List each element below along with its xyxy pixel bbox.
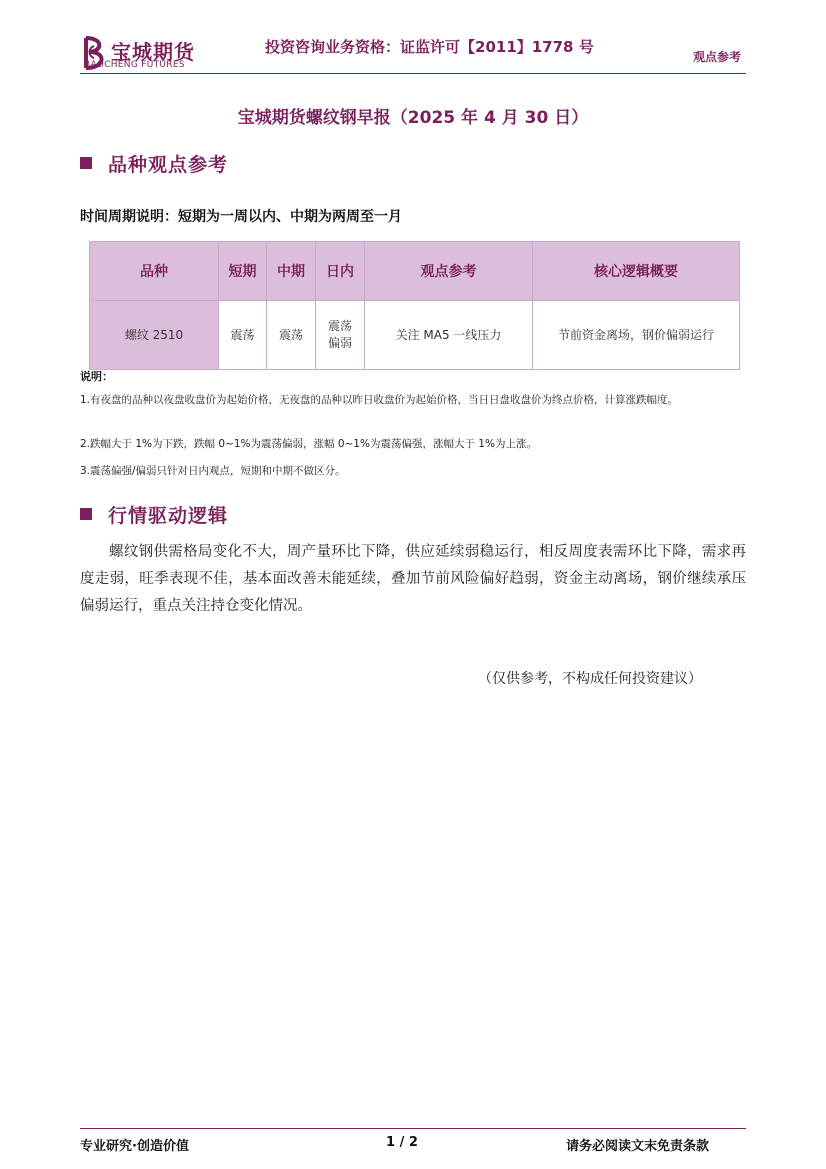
header-divider — [80, 73, 746, 74]
note-item: 3.震荡偏强/偏弱只针对日内观点，短期和中期不做区分。 — [80, 465, 346, 477]
table-cell-variety: 螺纹 2510 — [90, 301, 219, 370]
outlook-table — [89, 241, 740, 370]
header-right-label: 观点参考 — [693, 50, 742, 64]
footer-disclaimer-link[interactable]: 请务必阅读文末免责条款 — [566, 1139, 710, 1154]
note-item: 2.跌幅大于 1%为下跌，跌幅 0~1%为震荡偏弱，涨幅 0~1%为震荡偏强，涨幅大于 1%为上涨。 — [80, 438, 537, 450]
period-note: 时间周期说明：短期为一周以内、中期为两周至一月 — [80, 209, 402, 225]
table-header-row — [90, 242, 740, 301]
market-drivers-paragraph: 螺纹钢供需格局变化不大，周产量环比下降，供应延续弱稳运行，相反周度表需环比下降，需求再度走弱，旺季表现不佳，基本面改善未能延续，叠加节前风险偏好趋弱，资金主动离场，钢价继续承压偏弱运行，重点关注持仓变化情况。 — [80, 544, 746, 614]
footer-slogan: 专业研究·创造价值 — [80, 1139, 189, 1154]
table-cell-view: 关注 MA5 一线压力 — [365, 301, 533, 370]
table-row — [90, 301, 740, 370]
table-cell-mid-term: 震荡 — [267, 301, 316, 370]
table-header-cell: 观点参考 — [365, 242, 533, 301]
note-item: 1.有夜盘的品种以夜盘收盘价为起始价格，无夜盘的品种以昨日收盘价为起始价格，当日日盘收盘价为终点价格，计算涨跌幅度。 — [80, 394, 679, 406]
page-number: 1 / 2 — [386, 1135, 418, 1150]
notes-label: 说明： — [80, 370, 113, 383]
table-cell-intraday: 震荡 偏弱 — [316, 301, 365, 370]
table-cell-short-term: 震荡 — [219, 301, 267, 370]
footer-divider — [80, 1128, 746, 1129]
document-title: 宝城期货螺纹钢早报（2025 年 4 月 30 日） — [237, 108, 589, 128]
table-header-cell: 核心逻辑概要 — [533, 242, 740, 301]
table-header-cell: 中期 — [267, 242, 316, 301]
section-bullet-icon — [80, 508, 92, 520]
table-header-cell: 短期 — [219, 242, 267, 301]
section-heading-outlook: 品种观点参考 — [108, 154, 229, 176]
section-heading-drivers: 行情驱动逻辑 — [108, 505, 229, 527]
table-cell-logic: 节前资金离场，钢价偏弱运行 — [533, 301, 740, 370]
license-text: 投资咨询业务资格：证监许可【2011】1778 号 — [265, 38, 594, 56]
section-bullet-icon — [80, 157, 92, 169]
logo-chinese-name: 宝城期货 — [111, 40, 195, 64]
table-header-cell: 品种 — [90, 242, 219, 301]
table-header-cell: 日内 — [316, 242, 365, 301]
disclaimer: （仅供参考，不构成任何投资建议） — [478, 671, 702, 687]
logo-english-name: BAOCHENG FUTURES — [84, 60, 185, 70]
